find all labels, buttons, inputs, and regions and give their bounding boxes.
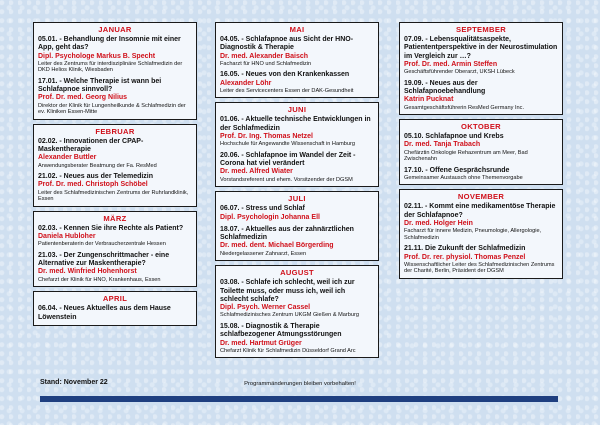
month-heading: NOVEMBER <box>457 192 505 202</box>
event-speaker: Dr. med. Winfried Hohenhorst <box>38 268 137 276</box>
speaker-affiliation: Vorstandsreferent und ehem. Vorsitzender der DGSM <box>220 176 353 183</box>
event-title: 19.09. - Neues aus der Schlafapnoebehandlung <box>404 79 486 95</box>
event-title: 02.11. - Kommt eine medikamentöse Therapie der Schlafapnoe? <box>404 203 556 219</box>
event-entry <box>404 80 558 111</box>
column-1 <box>33 22 197 330</box>
event-entry <box>404 133 558 163</box>
month-heading: MÄRZ <box>103 213 127 223</box>
event-entry <box>404 245 558 275</box>
month-box-oktober <box>399 119 563 185</box>
event-entry <box>220 152 374 183</box>
month-heading: OKTOBER <box>461 122 501 132</box>
speaker-affiliation: Direktor der Klinik für Lungenheilkunde & Schlafmedizin der ev. Kliniken Essen-Mitte <box>38 102 186 116</box>
event-title: 06.07. - Stress und Schlaf <box>220 205 305 213</box>
event-title: 21.11. Die Zukunft der Schlafmedizin <box>404 245 526 253</box>
speaker-affiliation: Schlafmedizinisches Zentrum UKGM Gießen & Marburg <box>220 312 359 319</box>
stand-date: Stand: November 22 <box>40 379 108 386</box>
month-heading: FEBRUAR <box>95 126 135 136</box>
event-entry <box>220 279 374 319</box>
event-title: 17.01. - Welche Therapie ist wann bei Schlafapnoe sinnvoll? <box>38 77 162 94</box>
event-title: 18.07. - Aktuelles aus der zahnärztlichen Schlafmedizin <box>220 225 354 242</box>
month-box-juli <box>215 191 379 261</box>
event-entry <box>38 225 192 248</box>
event-title: 20.06. - Schlafapnoe im Wandel der Zeit - Corona hat viel verändert <box>220 151 356 168</box>
speaker-affiliation: Chefarzt Klinik für Schlafmedizin Düsseldorf Grand Arc <box>220 347 356 354</box>
month-box-november <box>399 189 563 278</box>
event-entry <box>38 78 192 116</box>
speaker-affiliation: Hochschule für Angewandte Wissenschaft in Hamburg <box>220 141 355 148</box>
event-entry <box>38 252 192 283</box>
speaker-affiliation: Gesamtgeschäftsführerin ResMed Germany Inc. <box>404 104 525 111</box>
event-speaker: Dipl. Psych. Werner Cassel <box>220 304 311 312</box>
event-entry <box>38 138 192 169</box>
speaker-affiliation: Anwendungsberater Beatmung der Fa. ResMed <box>38 162 157 169</box>
event-entry <box>404 203 558 241</box>
speaker-affiliation: Geschäftsführender Oberarzt, UKSH Lübeck <box>404 69 515 76</box>
speaker-affiliation: Wissenschaftlicher Leiter des Schlafmedizinischen Zentrums der Charité, Berlin, Präsident der DGSM <box>404 261 555 275</box>
event-speaker: Dr. med. Alfred Wiater <box>220 168 293 176</box>
month-box-märz <box>33 211 197 287</box>
speaker-affiliation: Patientenberaterin der Verbraucherzentrale Hessen <box>38 241 166 248</box>
speaker-affiliation: Niedergelassener Zahnarzt, Essen <box>220 250 307 257</box>
month-heading: JULI <box>288 194 306 204</box>
event-title: 21.02. - Neues aus der Telemedizin <box>38 173 154 181</box>
event-speaker: Prof. Dr. med. Armin Steffen <box>404 60 498 68</box>
event-title: 02.03. - Kennen Sie ihre Rechte als Patient? <box>38 224 184 232</box>
event-speaker: Prof. Dr. Ing. Thomas Netzel <box>220 133 313 141</box>
event-speaker: Dipl. Psychologin Johanna Ell <box>220 213 320 221</box>
speaker-affiliation: Leiter des Zentrums für interdisziplinäre Schlafmedizin der DKD Helios Klinik, Wiesbaden <box>38 60 183 74</box>
event-speaker: Alexander Buttler <box>38 154 97 162</box>
event-entry <box>220 36 374 67</box>
event-speaker: Dr. med. Holger Hein <box>404 220 473 228</box>
event-entry <box>220 226 374 257</box>
month-box-juni <box>215 102 379 187</box>
event-title: 16.05. - Neues von den Krankenkassen <box>220 71 350 79</box>
speaker-affiliation: Facharzt für HNO und Schlafmedizin <box>220 60 312 67</box>
event-speaker: Daniela Hubloher <box>38 233 96 241</box>
event-entry <box>404 167 558 182</box>
event-speaker: Prof. Dr. rer. physiol. Thomas Penzel <box>404 253 526 261</box>
speaker-affiliation: Leiter des Servicecenters Essen der DAK-Gesundheit <box>220 87 354 94</box>
event-title: 03.08. - Schlafe ich schlecht, weil ich zur Toilette muss, oder muss ich, weil ich schlecht schlafe? <box>220 279 355 303</box>
event-title: 15.08. - Diagnostik & Therapie schlafbezogener Atmungsstörungen <box>220 322 342 339</box>
event-entry <box>404 36 558 76</box>
event-entry <box>220 323 374 354</box>
speaker-affiliation: Leiter des Schlafmedizinischen Zentrums der Ruhrlandklinik, Essen <box>38 189 189 203</box>
footer-rule <box>40 396 558 402</box>
event-speaker: Dipl. Psychologe Markus B. Specht <box>38 52 156 60</box>
event-title: 01.06. - Aktuelle technische Entwicklungen in der Schlafmedizin <box>220 116 371 132</box>
event-entry <box>220 205 374 222</box>
month-heading: MAI <box>289 25 305 34</box>
program-note: Programmänderungen bleiben vorbehalten! <box>244 381 356 387</box>
month-heading: JANUAR <box>98 25 132 34</box>
event-entry <box>38 173 192 203</box>
speaker-affiliation: Facharzt für innere Medizin, Pneumologie, Allergologie, Schlafmedizin <box>404 228 542 241</box>
event-title: 17.10. - Offene Gesprächsrunde <box>404 166 510 174</box>
speaker-affiliation: Chefärztin Onkologie Rehazentrum am Meer, Bad Zwischenahn <box>404 149 528 163</box>
month-heading: AUGUST <box>280 268 314 278</box>
event-speaker: Prof. Dr. med. Georg Nilius <box>38 94 128 102</box>
month-box-august <box>215 265 379 358</box>
event-speaker: Dr. med. Alexander Baisch <box>220 52 309 60</box>
event-speaker: Alexander Löhr <box>220 79 272 87</box>
event-speaker: Katrin Pucknat <box>404 96 454 104</box>
event-title: 05.01. - Behandlung der Insomnie mit einer App, geht das? <box>38 36 181 52</box>
month-box-mai <box>215 22 379 98</box>
event-title: 04.05. - Schlafapnoe aus Sicht der HNO-Diagnostik & Therapie <box>220 36 354 52</box>
month-box-januar <box>33 22 197 120</box>
event-speaker: Dr. med. Hartmut Grüger <box>220 339 302 347</box>
speaker-affiliation: Chefarzt der Klinik für HNO, Krankenhaus, Essen <box>38 276 161 283</box>
event-title: 06.04. - Neues Aktuelles aus dem Hause Löwenstein <box>38 305 171 321</box>
month-box-september <box>399 22 563 115</box>
column-3 <box>399 22 563 283</box>
month-box-februar <box>33 124 197 207</box>
event-speaker: Prof. Dr. med. Christoph Schöbel <box>38 181 148 189</box>
event-entry <box>38 305 192 322</box>
speaker-affiliation: Gemeinsamer Austausch ohne Themenvorgabe <box>404 174 523 181</box>
event-speaker: Dr. med. Tanja Trabach <box>404 141 481 149</box>
event-title: 21.03. - Der Zungenschrittmacher - eine Alternative zur Maskentherapie? <box>38 251 170 268</box>
month-heading: APRIL <box>102 294 128 304</box>
event-speaker: Dr. med. dent. Michael Börgerding <box>220 242 334 250</box>
event-entry <box>220 116 374 147</box>
event-entry <box>220 71 374 94</box>
column-2 <box>215 22 379 362</box>
month-heading: SEPTEMBER <box>456 25 506 34</box>
event-title: 02.02. - Innovationen der CPAP-Maskentherapie <box>38 137 144 154</box>
event-title: 07.09. - Lebensqualitätsaspekte, Patiententperspektive in der Neurostimulation im Vergleich zur …? <box>404 36 558 60</box>
event-entry <box>38 36 192 74</box>
event-title: 05.10. Schlafapnoe und Krebs <box>404 133 504 141</box>
month-heading: JUNI <box>287 105 307 115</box>
month-box-april <box>33 291 197 326</box>
